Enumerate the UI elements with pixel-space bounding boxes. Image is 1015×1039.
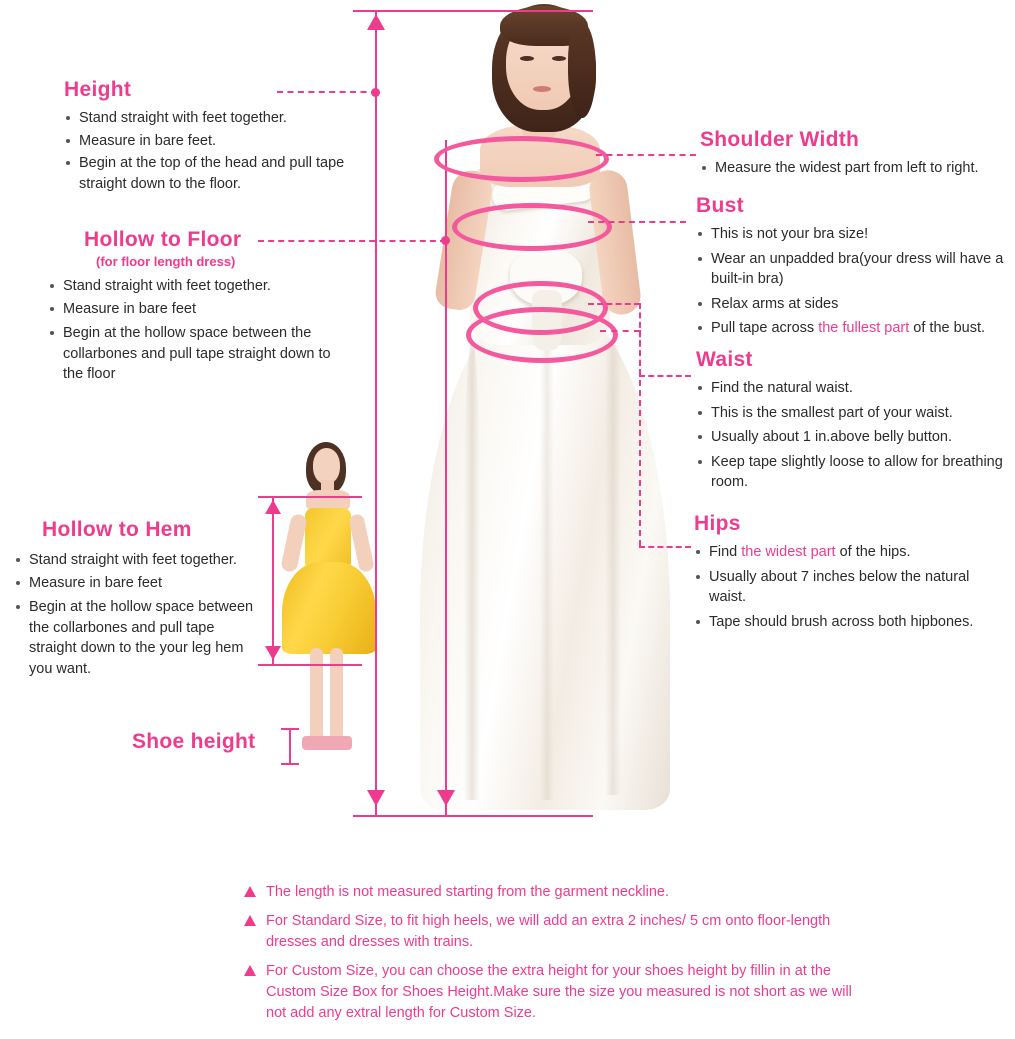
short-model-face <box>313 448 340 484</box>
hollow-to-hem-section <box>14 518 260 681</box>
hollow-to-floor-callout-dot <box>441 236 450 245</box>
gown-skirt-fold-right <box>605 345 621 795</box>
shoe-height-bottom-tick <box>281 763 299 765</box>
note-item <box>244 882 864 903</box>
hollow-to-floor-title: Hollow to Floor <box>84 228 242 251</box>
hips-callout-dash-h <box>600 330 640 332</box>
hollow-to-hem-title: Hollow to Hem <box>42 518 192 541</box>
list-item: Wear an unpadded bra(your dress will have a built-in bra) <box>696 249 1011 290</box>
height-bottom-bar <box>353 815 593 817</box>
bust-last-pre: Pull tape across <box>711 320 819 337</box>
hips-band <box>466 307 618 363</box>
shoe-height-top-tick <box>281 728 299 730</box>
bust-section <box>696 194 1011 341</box>
shoe-height-section <box>132 730 255 754</box>
list-item: Stand straight with feet together. <box>64 108 354 129</box>
warning-triangle-icon <box>244 886 256 897</box>
hips-title: Hips <box>694 512 741 535</box>
list-item: Relax arms at sides <box>696 294 1011 315</box>
note-text: For Custom Size, you can choose the extra height for your shoes height by fillin in at the Custom Size Box for Shoes Height.Make sure the size you measured is not short as we will not add any extral length for Custom Size. <box>266 963 852 1022</box>
gown-skirt-fold-left <box>464 340 480 800</box>
height-section <box>64 78 354 196</box>
list-item: Measure in bare feet. <box>64 131 354 152</box>
note-text: For Standard Size, to fit high heels, we will add an extra 2 inches/ 5 cm onto floor-length dresses and dresses with trains. <box>266 913 831 951</box>
short-model-left-leg <box>310 648 323 740</box>
shoulder-band <box>434 136 609 182</box>
short-model-left-arm <box>280 513 308 573</box>
height-callout-dot <box>371 88 380 97</box>
short-dress-model-illustration <box>272 440 402 770</box>
hips-bullets <box>694 542 1009 632</box>
bust-last-highlight: the fullest part <box>818 320 910 337</box>
short-model-right-leg <box>330 648 343 740</box>
hips-callout-dash-v2 <box>639 330 641 546</box>
hollow-to-hem-arrow-top <box>265 500 281 514</box>
list-item: Stand straight with feet together. <box>48 276 342 297</box>
list-item: Begin at the hollow space between the collarbones and pull tape straight down to the floor <box>48 323 342 385</box>
list-item-bust-fullest <box>696 318 1011 339</box>
warning-triangle-icon <box>244 965 256 976</box>
shoulder-callout-dash <box>596 154 696 156</box>
list-item-hips-widest <box>694 542 1009 563</box>
hollow-to-floor-section <box>42 228 342 387</box>
list-item: Keep tape slightly loose to allow for breathing room. <box>696 452 1006 493</box>
list-item: This is not your bra size! <box>696 224 1011 245</box>
gown-skirt-fold-mid <box>540 330 554 800</box>
list-item: Measure in bare feet <box>48 299 342 320</box>
hips-first-pre: Find <box>709 544 742 560</box>
left-eye <box>520 56 534 61</box>
note-item <box>244 961 864 1024</box>
waist-callout-dash-h <box>588 303 640 305</box>
height-arrow-bottom <box>367 790 385 806</box>
hollow-to-floor-subtitle: (for floor length dress) <box>96 254 236 269</box>
height-top-bar <box>353 10 593 12</box>
hollow-to-hem-bottom-bar <box>258 664 362 666</box>
waist-bullets <box>696 378 1006 493</box>
height-arrow-top <box>367 14 385 30</box>
list-item: Usually about 7 inches below the natural waist. <box>694 567 1009 608</box>
hair-side-strand <box>568 22 596 118</box>
note-text: The length is not measured starting from the garment neckline. <box>266 884 669 900</box>
hips-section <box>694 512 1009 634</box>
waist-callout-dash-h2 <box>639 375 691 377</box>
hollow-to-floor-arrow-bottom <box>437 790 455 806</box>
mouth <box>533 86 551 92</box>
shoulder-width-section <box>700 128 1010 181</box>
short-dress-bodice <box>305 508 351 570</box>
main-model-illustration <box>400 0 680 820</box>
bust-title: Bust <box>696 194 744 217</box>
list-item: Stand straight with feet together. <box>14 550 260 571</box>
hollow-to-hem-arrow-bottom <box>265 646 281 660</box>
bust-bullets <box>696 224 1011 339</box>
bust-band <box>452 203 612 251</box>
hips-callout-dash-h2 <box>639 546 691 548</box>
hollow-to-hem-bullets <box>14 550 260 679</box>
shoulder-width-bullets <box>700 158 1010 179</box>
hips-first-highlight: the widest part <box>741 544 836 560</box>
hips-first-post: of the hips. <box>835 544 911 560</box>
height-title: Height <box>64 78 132 101</box>
note-item <box>244 911 864 953</box>
hollow-to-floor-bullets <box>48 276 342 385</box>
list-item: Begin at the hollow space between the collarbones and pull tape straight down to the your leg hem you want. <box>14 597 260 679</box>
list-item: This is the smallest part of your waist. <box>696 403 1006 424</box>
hollow-to-hem-line <box>272 496 274 664</box>
height-bullets <box>64 108 354 194</box>
short-model-shoes <box>302 736 352 750</box>
notes-block <box>244 882 864 1032</box>
warning-triangle-icon <box>244 915 256 926</box>
shoe-height-title: Shoe height <box>132 730 256 753</box>
waist-title: Waist <box>696 348 753 371</box>
waist-section <box>696 348 1006 495</box>
list-item: Begin at the top of the head and pull tape straight down to the floor. <box>64 153 354 194</box>
short-model-right-arm <box>348 513 375 573</box>
right-eye <box>552 56 566 61</box>
bust-callout-dash <box>588 221 686 223</box>
shoe-height-line <box>289 728 291 764</box>
bust-last-post: of the bust. <box>909 320 986 337</box>
list-item: Usually about 1 in.above belly button. <box>696 427 1006 448</box>
list-item: Measure in bare feet <box>14 573 260 594</box>
list-item: Measure the widest part from left to right. <box>700 158 1010 179</box>
list-item: Find the natural waist. <box>696 378 1006 399</box>
list-item: Tape should brush across both hipbones. <box>694 612 1009 633</box>
height-vertical-line <box>375 10 377 815</box>
short-dress-skirt <box>282 562 376 654</box>
shoulder-width-title: Shoulder Width <box>700 128 860 151</box>
